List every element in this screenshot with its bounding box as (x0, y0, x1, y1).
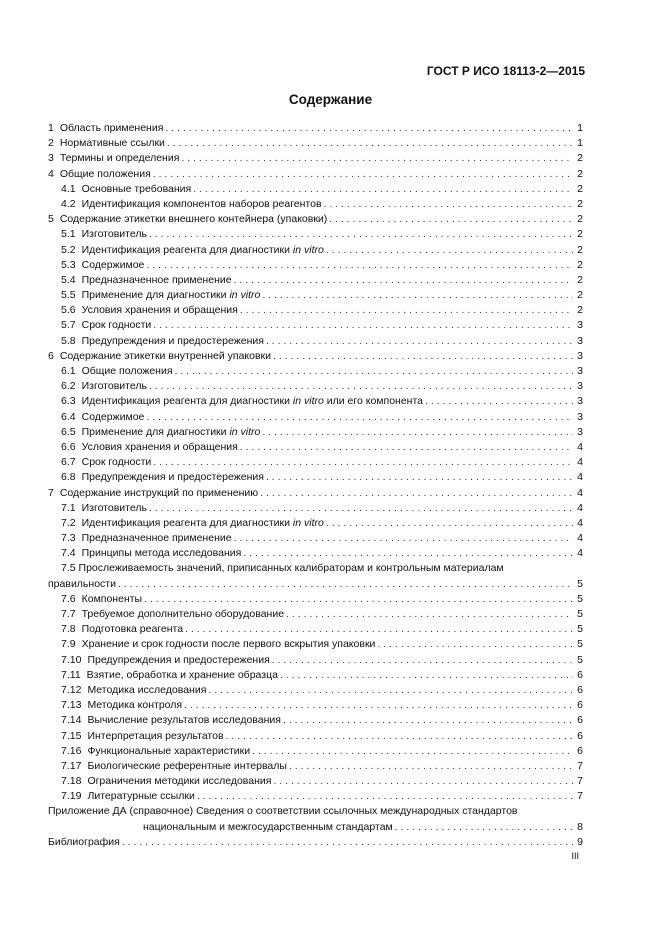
toc-entry[interactable] (48, 637, 583, 652)
toc-entry-page: 2 (577, 289, 583, 302)
toc-entry-page: 2 (577, 152, 583, 165)
toc-entry-page: 2 (577, 258, 583, 271)
toc-entry-number: 5.1 (61, 228, 76, 241)
toc-entry-number: 5 (48, 213, 54, 226)
toc-entry[interactable] (48, 197, 583, 212)
toc-entry[interactable] (48, 394, 583, 409)
toc-entry[interactable] (48, 258, 583, 273)
toc-entry-number: 1 (48, 122, 54, 134)
toc-entry-page: 5 (577, 577, 583, 590)
document-id: ГОСТ Р ИСО 18113-2—2015 (426, 64, 585, 78)
toc-entry-number: 7.10 (61, 653, 82, 666)
toc-entry-page: 5 (577, 638, 583, 651)
toc-leader-dots (326, 243, 573, 258)
toc-entry-title: Методика контроля (87, 699, 183, 712)
toc-entry-title: Методика исследования (87, 683, 207, 696)
toc-entry-number: 7.17 (61, 759, 82, 772)
toc-leader-dots (167, 136, 573, 151)
toc-bibliography-page: 9 (577, 835, 583, 848)
toc-entry-page: 7 (577, 790, 583, 803)
toc-entry[interactable] (48, 136, 583, 151)
toc-entry-page: 5 (577, 592, 583, 605)
toc-entry[interactable] (48, 151, 583, 166)
toc-entry-number: 5.4 (61, 273, 76, 286)
toc-entry-page: 6 (577, 683, 583, 696)
toc-entry-page: 3 (577, 425, 583, 438)
toc-entry-number: 2 (48, 137, 54, 150)
toc-entry-page: 3 (577, 410, 583, 423)
toc-entry-title: Общие положения (59, 167, 151, 180)
toc-entry-page: 5 (577, 623, 583, 636)
toc-annex[interactable] (48, 804, 583, 819)
toc-entry[interactable] (48, 121, 583, 136)
toc-entry-title: Нормативные ссылки (59, 137, 165, 150)
toc-entry-number: 4.1 (61, 182, 76, 195)
toc-entry-number: 6.1 (61, 365, 76, 377)
toc-entry-title: Биологические референтные интервалы (87, 759, 287, 772)
toc-leader-dots (260, 486, 573, 501)
toc-leader-dots (197, 789, 573, 804)
toc-entry-number: 7.16 (61, 744, 82, 757)
toc-leader-dots (234, 273, 573, 288)
toc-entry-number: 7.8 (61, 623, 76, 636)
toc-entry-page: 4 (577, 532, 583, 545)
toc-entry-number: 6.8 (61, 471, 76, 484)
toc-entry-page: 2 (577, 228, 583, 241)
toc-leader-dots (280, 668, 573, 683)
toc-leader-dots (149, 227, 573, 242)
toc-leader-dots (165, 121, 573, 136)
toc-entry[interactable] (48, 622, 583, 637)
toc-leader-dots (185, 622, 573, 637)
toc-entry[interactable] (48, 516, 583, 531)
toc-entry-page: 2 (577, 273, 583, 286)
toc-entry[interactable] (48, 729, 583, 744)
toc-entry[interactable] (48, 713, 583, 728)
toc-entry-page: 7 (577, 759, 583, 772)
toc-entry-page: 3 (577, 380, 583, 393)
toc-entry-number: 5.7 (61, 319, 76, 332)
toc-leader-dots (175, 364, 573, 379)
toc-entry-title: Термины и определения (59, 152, 180, 165)
toc-entry[interactable] (48, 440, 583, 455)
toc-entry[interactable] (48, 379, 583, 394)
toc-leader-dots (149, 379, 573, 394)
toc-entry-number: 7.6 (61, 592, 76, 605)
toc-entry-title: Условия хранения и обращения (81, 304, 238, 317)
toc-entry[interactable] (48, 501, 583, 516)
toc-entry-number: 5.2 (61, 243, 76, 256)
toc-entry-title: Содержание этикетки внутренней упаковки (59, 349, 272, 362)
toc-entry[interactable] (48, 349, 583, 364)
toc-entry-number: 5.6 (61, 304, 76, 317)
toc-annex-title: Приложение ДА (справочное) Сведения о соответствии ссылочных международных стандартов (48, 805, 518, 818)
toc-entry-title: Содержание инструкций по применению (59, 486, 259, 499)
toc-entry-page: 2 (577, 167, 583, 180)
toc-entry-number: 7.15 (61, 729, 82, 742)
toc-entry-number: 5.5 (61, 289, 76, 302)
toc-entry[interactable] (48, 546, 583, 561)
toc-entry-page: 7 (577, 775, 583, 788)
toc-entry[interactable] (48, 303, 583, 318)
toc-entry-title: Идентификация реагента для диагностики in vitro (81, 516, 324, 529)
toc-leader-dots (243, 546, 573, 561)
toc-entry-number: 5.8 (61, 334, 76, 347)
toc-entry-title: Содержимое (81, 410, 145, 423)
toc-entry-page: 4 (577, 486, 583, 499)
toc-entry-title: Предупреждения и предостережения (81, 334, 264, 347)
toc-entry-page: 2 (577, 213, 583, 226)
toc-leader-dots (324, 197, 573, 212)
toc-entry-page: 4 (577, 516, 583, 529)
toc-entry[interactable] (48, 486, 583, 501)
toc-entry-title: Содержание этикетки внешнего контейнера (упаковки) (59, 213, 328, 226)
toc-entry[interactable] (48, 561, 583, 576)
toc-entry[interactable] (48, 774, 583, 789)
toc-entry-number: 7.3 (61, 532, 76, 545)
toc-leader-dots (181, 151, 573, 166)
toc-entry-number: 6.6 (61, 440, 76, 453)
toc-leader-dots (266, 470, 573, 485)
toc-entry-number: 6.2 (61, 380, 76, 393)
toc-entry-page: 6 (577, 668, 583, 681)
toc-leader-dots (262, 288, 573, 303)
toc-entry[interactable] (48, 698, 583, 713)
toc-leader-dots (240, 303, 573, 318)
toc-entry-number: 7.7 (61, 608, 76, 620)
toc-entry-title: Основные требования (81, 182, 192, 195)
toc-entry[interactable] (48, 167, 583, 182)
toc-leader-dots (122, 835, 573, 850)
toc-entry-number: 6 (48, 349, 54, 362)
toc-annex-title-cont: национальным и межгосударственным стандартам (143, 820, 393, 833)
toc-leader-dots (273, 774, 573, 789)
toc-entry-title: Применение для диагностики in vitro (81, 425, 261, 438)
toc-entry-title: Компоненты (81, 592, 143, 605)
toc-entry-title: Подготовка реагента (81, 623, 184, 636)
toc-entry[interactable] (48, 744, 583, 759)
toc-leader-dots (144, 592, 573, 607)
toc-entry[interactable] (48, 425, 583, 440)
toc-leader-dots (289, 759, 573, 774)
toc-entry-page: 2 (577, 304, 583, 317)
toc-entry-page: 3 (577, 365, 583, 377)
toc-leader-dots (425, 394, 573, 409)
toc-entry[interactable] (48, 410, 583, 425)
toc-annex-continuation[interactable] (48, 820, 583, 835)
toc-entry[interactable] (48, 212, 583, 227)
toc-entry-title-cont: правильности (48, 577, 116, 590)
toc-leader-dots (184, 698, 573, 713)
toc-entry-title: Литературные ссылки (87, 790, 195, 803)
toc-leader-dots (329, 212, 573, 227)
toc-leader-dots (226, 729, 573, 744)
toc-entry-title: Срок годности (81, 456, 152, 469)
toc-entry-number: 3 (48, 152, 54, 165)
toc-entry-page: 3 (577, 334, 583, 347)
toc-entry-number: 4.2 (61, 197, 76, 210)
toc-entry-page: 6 (577, 699, 583, 712)
toc-annex-page: 8 (577, 820, 583, 833)
toc-entry-number: 7.1 (61, 501, 76, 514)
page-number: III (571, 851, 579, 861)
toc-entry-page: 2 (577, 182, 583, 195)
toc-entry-number: 7.12 (61, 683, 82, 696)
toc-entry-number: 7.5 (61, 562, 76, 575)
toc-entry-page: 3 (577, 349, 583, 362)
toc-entry-title: Общие положения (81, 365, 173, 377)
toc-leader-dots (153, 455, 573, 470)
toc-leader-dots (252, 744, 573, 759)
toc-leader-dots (153, 318, 573, 333)
toc-entry-number: 6.3 (61, 395, 76, 408)
toc-entry-continuation[interactable] (48, 577, 583, 592)
toc-entry[interactable] (48, 683, 583, 698)
toc-leader-dots (234, 531, 573, 546)
toc-entry-number: 7.14 (61, 714, 82, 727)
toc-entry[interactable] (48, 789, 583, 804)
toc-entry-title: Прослеживаемость значений, приписанных калибраторам и контрольным материалам (78, 562, 504, 575)
toc-entry-number: 7.11 (61, 668, 81, 681)
toc-entry[interactable] (48, 653, 583, 668)
toc-entry[interactable] (48, 364, 583, 379)
toc-entry-page: 5 (577, 608, 583, 620)
toc-leader-dots (118, 577, 573, 592)
toc-entry-number: 7.19 (61, 790, 82, 803)
toc-entry-title: Идентификация компонентов наборов реагентов (81, 197, 322, 210)
toc-entry-page: 2 (577, 243, 583, 256)
toc-leader-dots (240, 440, 573, 455)
toc-entry-page: 6 (577, 729, 583, 742)
toc-bibliography-title: Библиография (48, 835, 120, 848)
toc-entry-title: Срок годности (81, 319, 152, 332)
toc-entry-number: 7 (48, 486, 54, 499)
toc-entry[interactable] (48, 227, 583, 242)
toc-leader-dots (153, 167, 573, 182)
toc-entry-number: 7.4 (61, 547, 76, 560)
toc-entry-number: 6.5 (61, 425, 76, 438)
toc-entry-title: Содержимое (81, 258, 145, 271)
toc-bibliography[interactable] (48, 835, 583, 850)
toc-entry-title: Область применения (59, 122, 164, 134)
toc-leader-dots (193, 182, 573, 197)
toc-entry-page: 4 (577, 456, 583, 469)
toc-entry-title: Условия хранения и обращения (81, 440, 238, 453)
toc-entry[interactable] (48, 531, 583, 546)
toc-leader-dots (266, 334, 573, 349)
toc-entry-page: 3 (577, 395, 583, 408)
toc-entry[interactable] (48, 288, 583, 303)
toc-entry-title: Функциональные характеристики (87, 744, 251, 757)
toc-leader-dots (208, 683, 573, 698)
toc-leader-dots (146, 258, 573, 273)
toc-entry[interactable] (48, 182, 583, 197)
toc-entry[interactable] (48, 759, 583, 774)
toc-entry-title: Изготовитель (81, 380, 147, 393)
toc-entry-title: Идентификация реагента для диагностики in vitro или его компонента (81, 395, 424, 408)
toc-entry-title: Идентификация реагента для диагностики in vitro (81, 243, 324, 256)
toc-entry[interactable] (48, 273, 583, 288)
toc-entry-page: 4 (577, 547, 583, 560)
toc-leader-dots (283, 713, 573, 728)
toc-entry-title: Предназначенное применение (81, 273, 232, 286)
table-of-contents (48, 121, 583, 850)
toc-entry-page: 1 (577, 122, 583, 134)
toc-entry-title: Взятие, обработка и хранение образца (86, 668, 278, 681)
toc-leader-dots (377, 637, 573, 652)
toc-entry[interactable] (48, 455, 583, 470)
toc-leader-dots (326, 516, 573, 531)
toc-leader-dots (273, 349, 573, 364)
toc-leader-dots (272, 653, 573, 668)
toc-entry-title: Предназначенное применение (81, 532, 232, 545)
toc-entry-page: 6 (577, 714, 583, 727)
toc-entry-page: 4 (577, 501, 583, 514)
toc-entry-title: Применение для диагностики in vitro (81, 289, 261, 302)
toc-entry-title: Требуемое дополнительно оборудование (81, 608, 285, 620)
toc-entry-title: Вычисление результатов исследования (87, 714, 281, 727)
toc-entry-title: Изготовитель (81, 501, 147, 514)
toc-entry-number: 5.3 (61, 258, 76, 271)
toc-entry-number: 6.4 (61, 410, 76, 423)
toc-entry-number: 7.2 (61, 516, 76, 529)
toc-entry-title: Принципы метода исследования (81, 547, 242, 560)
toc-entry-page: 4 (577, 471, 583, 484)
toc-entry[interactable] (48, 592, 583, 607)
toc-entry-page: 6 (577, 744, 583, 757)
toc-entry-page: 4 (577, 440, 583, 453)
toc-entry-page: 5 (577, 653, 583, 666)
toc-entry[interactable] (48, 470, 583, 485)
toc-entry-page: 2 (577, 197, 583, 210)
toc-leader-dots (146, 410, 573, 425)
toc-entry-title: Хранение и срок годности после первого вскрытия упаковки (81, 638, 376, 651)
toc-entry-title: Предупреждения и предостережения (81, 471, 264, 484)
toc-entry[interactable] (48, 334, 583, 349)
toc-entry[interactable] (48, 668, 583, 683)
toc-entry-number: 7.9 (61, 638, 76, 651)
toc-entry-number: 7.18 (61, 775, 82, 788)
toc-entry-page: 3 (577, 319, 583, 332)
toc-entry-title: Предупреждения и предостережения (87, 653, 270, 666)
toc-entry-number: 7.13 (61, 699, 82, 712)
toc-entry-page: 1 (577, 137, 583, 150)
toc-entry[interactable] (48, 243, 583, 258)
toc-entry-number: 4 (48, 167, 54, 180)
toc-entry[interactable] (48, 607, 583, 622)
toc-leader-dots (149, 501, 573, 516)
toc-entry-title: Изготовитель (81, 228, 147, 241)
toc-entry-title: Ограничения методики исследования (87, 775, 272, 788)
page-title: Содержание (288, 92, 373, 107)
toc-leader-dots (395, 820, 573, 835)
toc-entry-number: 6.7 (61, 456, 76, 469)
toc-leader-dots (286, 607, 573, 622)
toc-entry[interactable] (48, 318, 583, 333)
toc-entry-title: Интерпретация результатов (87, 729, 224, 742)
toc-leader-dots (262, 425, 573, 440)
